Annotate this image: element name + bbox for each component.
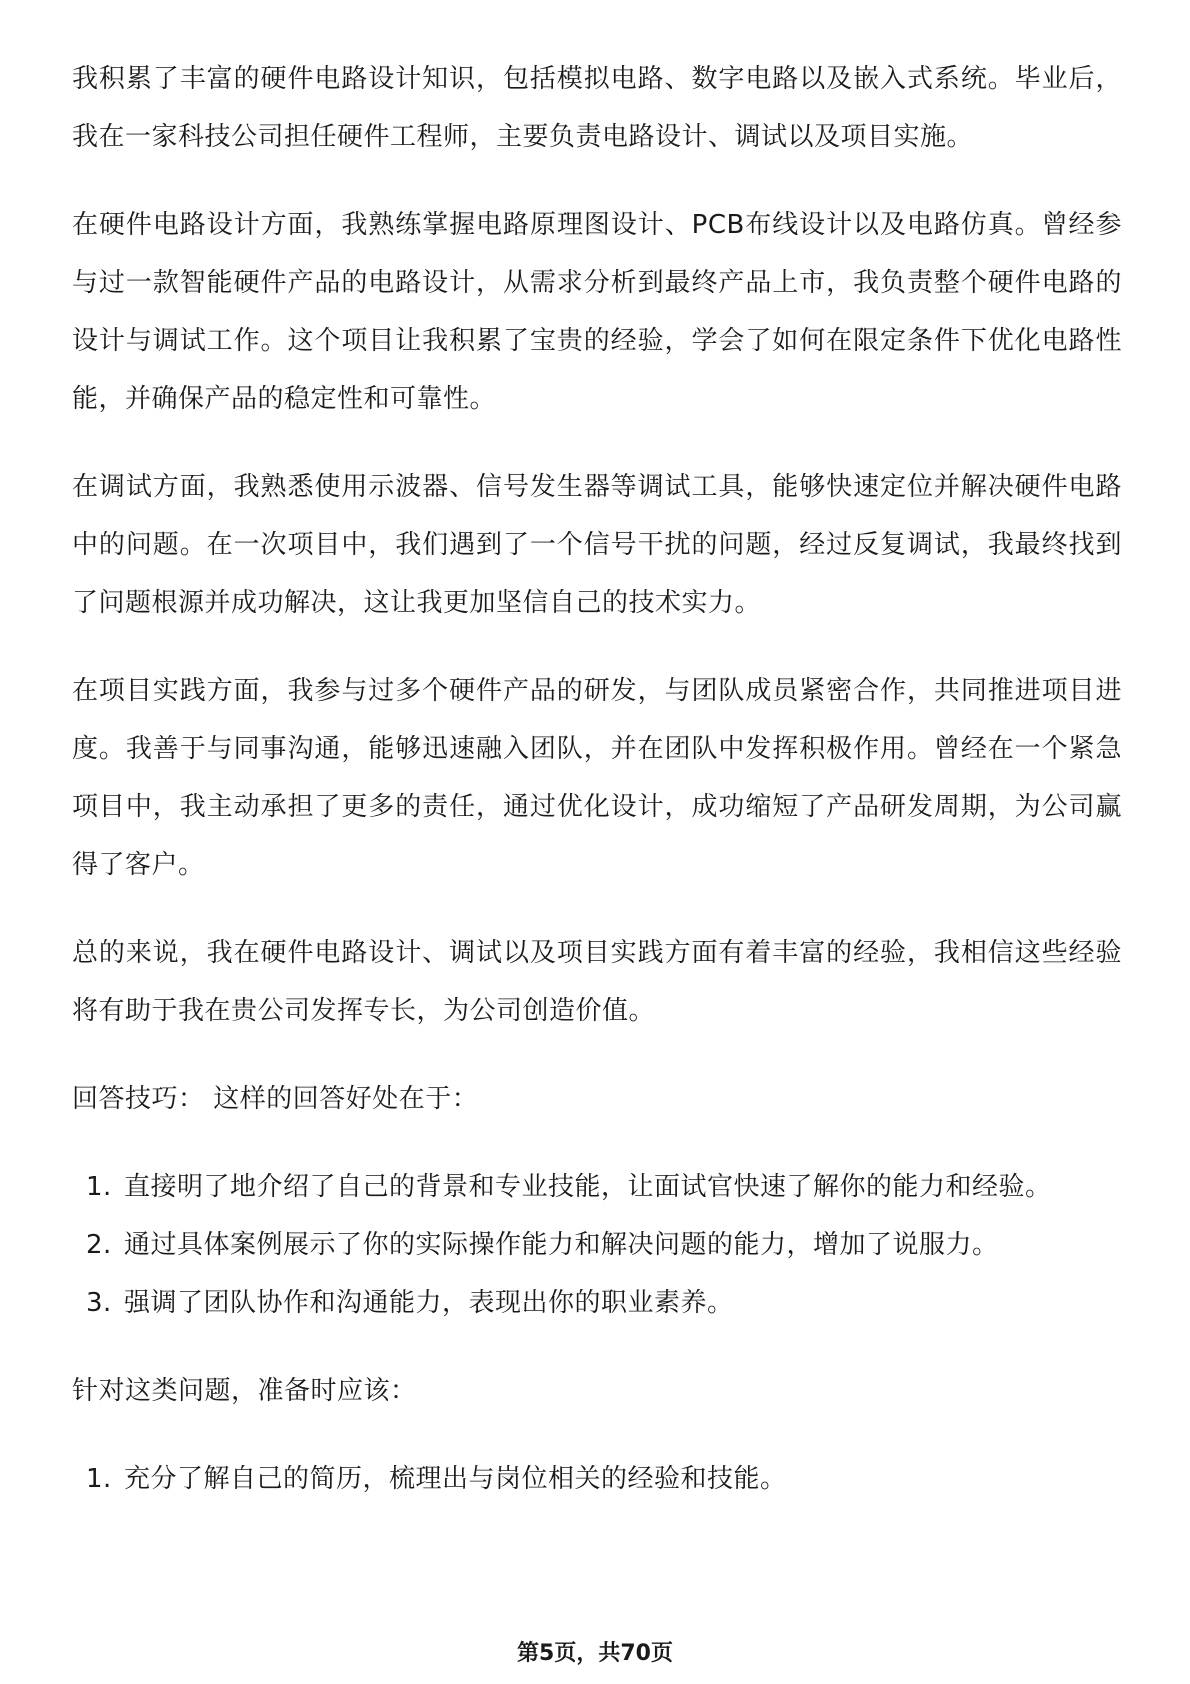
paragraph-project-practice: 在项目实践方面，我参与过多个硬件产品的研发，与团队成员紧密合作，共同推进项目进度。我善于与同事沟通，能够迅速融入团队，并在团队中发挥积极作用。曾经在一个紧急项目中，我主动承担了更多的责任，通过优化设计，成功缩短了产品研发周期，为公司赢得了客户。 <box>72 676 1122 880</box>
tips-heading: 回答技巧： 这样的回答好处在于： <box>72 1084 479 1114</box>
list-item <box>72 1216 1122 1274</box>
list-item <box>72 1274 1122 1332</box>
list-number: 3. <box>86 1288 112 1318</box>
list-item <box>72 1158 1122 1216</box>
prep-heading: 针对这类问题，准备时应该： <box>72 1376 417 1406</box>
list-item-text: 直接明了地介绍了自己的背景和专业技能，让面试官快速了解你的能力和经验。 <box>124 1172 1052 1202</box>
document-body <box>72 50 1122 1538</box>
list-item <box>72 1450 1122 1508</box>
list-number: 2. <box>86 1230 112 1260</box>
paragraph-summary: 总的来说，我在硬件电路设计、调试以及项目实践方面有着丰富的经验，我相信这些经验将有助于我在贵公司发挥专长，为公司创造价值。 <box>72 938 1122 1026</box>
list-number: 1. <box>86 1464 112 1494</box>
paragraph-debugging: 在调试方面，我熟悉使用示波器、信号发生器等调试工具，能够快速定位并解决硬件电路中的问题。在一次项目中，我们遇到了一个信号干扰的问题，经过反复调试，我最终找到了问题根源并成功解决，这让我更加坚信自己的技术实力。 <box>72 472 1122 618</box>
prep-list <box>72 1450 1122 1508</box>
paragraph-background: 我积累了丰富的硬件电路设计知识，包括模拟电路、数字电路以及嵌入式系统。毕业后，我在一家科技公司担任硬件工程师，主要负责电路设计、调试以及项目实施。 <box>72 64 1122 152</box>
list-item-text: 通过具体案例展示了你的实际操作能力和解决问题的能力，增加了说服力。 <box>124 1230 999 1260</box>
list-item-text: 强调了团队协作和沟通能力，表现出你的职业素养。 <box>124 1288 734 1318</box>
list-item-text: 充分了解自己的简历，梳理出与岗位相关的经验和技能。 <box>124 1464 787 1494</box>
page-number-footer: 第5页，共70页 <box>517 1641 673 1666</box>
tips-list <box>72 1158 1122 1332</box>
list-number: 1. <box>86 1172 112 1202</box>
paragraph-circuit-design: 在硬件电路设计方面，我熟练掌握电路原理图设计、PCB布线设计以及电路仿真。曾经参与过一款智能硬件产品的电路设计，从需求分析到最终产品上市，我负责整个硬件电路的设计与调试工作。这个项目让我积累了宝贵的经验，学会了如何在限定条件下优化电路性能，并确保产品的稳定性和可靠性。 <box>72 210 1122 414</box>
